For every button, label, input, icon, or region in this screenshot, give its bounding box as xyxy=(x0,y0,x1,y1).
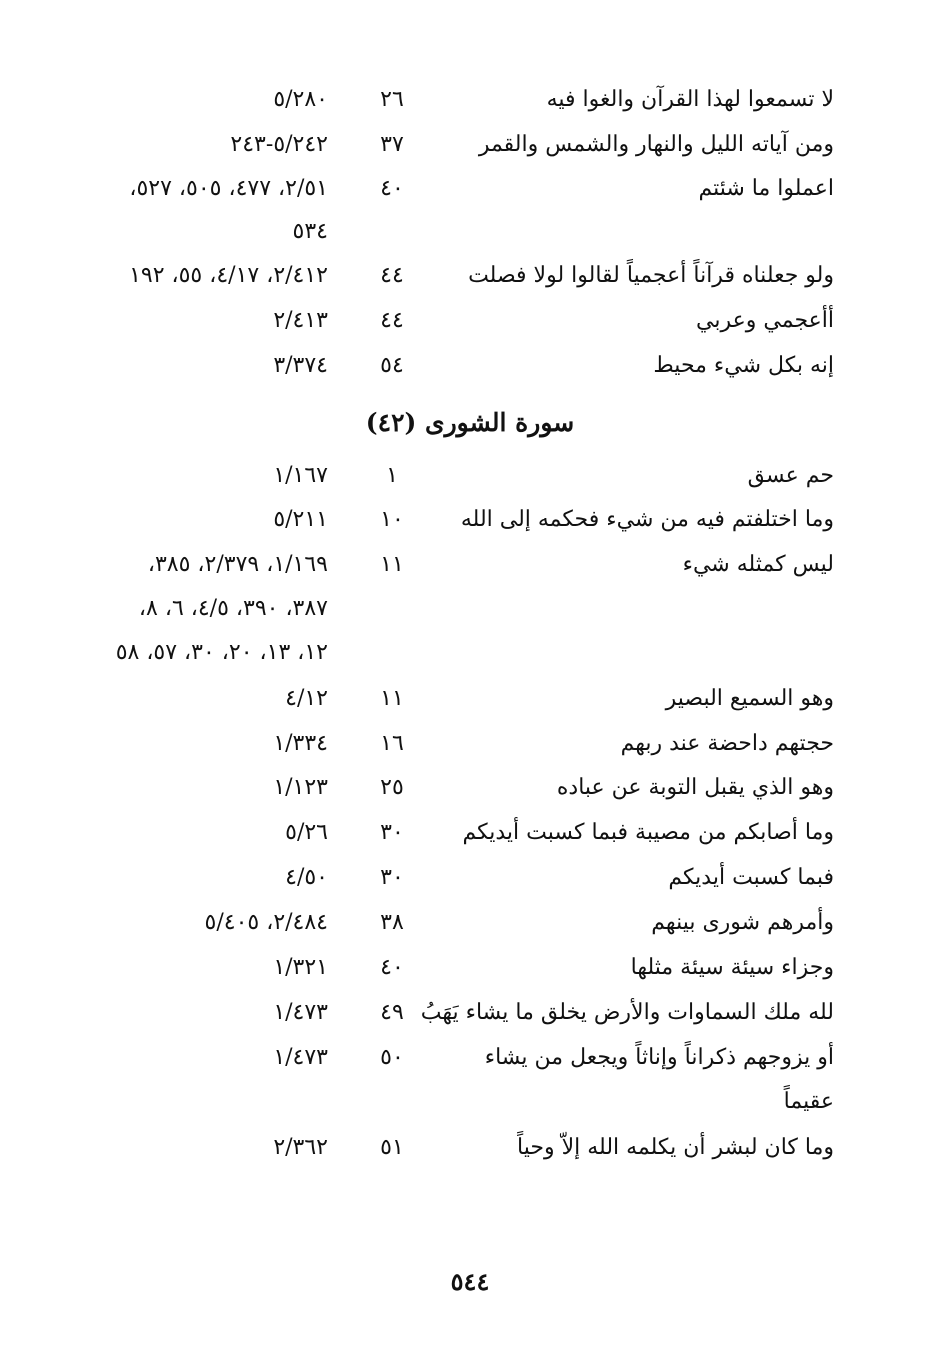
page-refs: ٢/٣٦٢ xyxy=(273,1135,328,1160)
ayah-number: ٤٤ xyxy=(380,308,404,333)
index-row-continuation xyxy=(0,633,940,673)
page-refs: ٥/٢١١ xyxy=(273,507,328,532)
index-row xyxy=(0,724,940,764)
ayah-number: ٢٦ xyxy=(380,87,404,112)
index-row xyxy=(0,813,940,853)
ayah-text: أأعجمي وعربي xyxy=(696,308,834,333)
ayah-text: وما كان لبشر أن يكلمه الله إلاّ وحياً xyxy=(517,1135,834,1160)
page-refs: ٢/٤١٣ xyxy=(273,308,328,333)
page-refs: ٥٣٤ xyxy=(292,219,328,244)
surah-heading: سورة الشورى (٤٢) xyxy=(365,408,575,437)
page-refs: ٥/٢٦ xyxy=(285,820,328,845)
ayah-text: اعملوا ما شئتم xyxy=(698,176,834,201)
index-row xyxy=(0,346,940,386)
index-row xyxy=(0,768,940,808)
index-row-continuation xyxy=(0,212,940,252)
ayah-text: فبما كسبت أيديكم xyxy=(668,865,834,890)
ayah-text: لا تسمعوا لهذا القرآن والغوا فيه xyxy=(546,87,834,112)
ayah-number: ٣٠ xyxy=(380,820,404,845)
ayah-text: ومن آياته الليل والنهار والشمس والقمر xyxy=(478,132,834,157)
page-refs: ٣٨٧، ٣٩٠، ٤/٥، ٦، ٨، xyxy=(138,596,328,621)
ayah-number: ٣٧ xyxy=(380,132,404,157)
ayah-text: لله ملك السماوات والأرض يخلق ما يشاء يَهَبُ xyxy=(420,1000,834,1025)
page-refs: ٢/٤١٢، ٤/١٧، ٥٥، ١٩٢ xyxy=(129,263,328,288)
page-refs: ١/١٦٧ xyxy=(273,463,328,488)
page-refs: ٢/٤٨٤، ٥/٤٠٥ xyxy=(204,910,328,935)
ayah-text-continuation: عقيماً xyxy=(783,1089,834,1114)
index-row xyxy=(0,858,940,898)
ayah-number: ٣٠ xyxy=(380,865,404,890)
ayah-number: ٤٠ xyxy=(380,955,404,980)
ayah-number: ١١ xyxy=(380,686,404,711)
ayah-number: ٢٥ xyxy=(380,775,404,800)
ayah-text: وهو السميع البصير xyxy=(665,686,834,711)
ayah-text: وأمرهم شورى بينهم xyxy=(651,910,834,935)
ayah-number: ٣٨ xyxy=(380,910,404,935)
page-refs: ٥/٢٤٢-٢٤٣ xyxy=(230,132,328,157)
index-row xyxy=(0,1128,940,1168)
ayah-number: ١٦ xyxy=(380,731,404,756)
ayah-text: أو يزوجهم ذكراناً وإناثاً ويجعل من يشاء xyxy=(484,1045,834,1070)
index-row xyxy=(0,1038,940,1078)
ayah-text: وما اختلفتم فيه من شيء فحكمه إلى الله xyxy=(460,507,834,532)
page-refs: ١/٤٧٣ xyxy=(273,1045,328,1070)
index-row xyxy=(0,679,940,719)
index-row xyxy=(0,948,940,988)
page-refs: ١/٣٢١ xyxy=(273,955,328,980)
ayah-number: ٤٤ xyxy=(380,263,404,288)
ayah-number: ٥٠ xyxy=(380,1045,404,1070)
ayah-text: وجزاء سيئة سيئة مثلها xyxy=(630,955,834,980)
index-row-continuation xyxy=(0,1082,940,1122)
page-refs: ١٢، ١٣، ٢٠، ٣٠، ٥٧، ٥٨ xyxy=(115,640,328,665)
ayah-text: إنه بكل شيء محيط xyxy=(653,353,834,378)
page-number: ٥٤٤ xyxy=(450,1267,490,1296)
index-row xyxy=(0,545,940,585)
index-row xyxy=(0,169,940,209)
ayah-number: ٥٤ xyxy=(380,353,404,378)
index-row xyxy=(0,456,940,496)
index-row xyxy=(0,125,940,165)
page-refs: ١/٤٧٣ xyxy=(273,1000,328,1025)
ayah-text: ليس كمثله شيء xyxy=(682,552,834,577)
ayah-text: حجتهم داحضة عند ربهم xyxy=(620,731,834,756)
index-row xyxy=(0,993,940,1033)
page-refs: ٤/١٢ xyxy=(285,686,328,711)
ayah-number: ١١ xyxy=(380,552,404,577)
page-refs: ٤/٥٠ xyxy=(285,865,328,890)
index-row xyxy=(0,903,940,943)
ayah-number: ١ xyxy=(386,463,398,488)
page-refs: ١/١٦٩، ٢/٣٧٩، ٣٨٥، xyxy=(147,552,328,577)
index-row xyxy=(0,500,940,540)
ayah-number: ٤٩ xyxy=(380,1000,404,1025)
page-refs: ٥/٢٨٠ xyxy=(273,87,328,112)
page-refs: ١/١٢٣ xyxy=(273,775,328,800)
ayah-text: وهو الذي يقبل التوبة عن عباده xyxy=(556,775,834,800)
index-row xyxy=(0,80,940,120)
ayah-text: وما أصابكم من مصيبة فبما كسبت أيديكم xyxy=(462,820,834,845)
ayah-number: ٤٠ xyxy=(380,176,404,201)
page-refs: ٣/٣٧٤ xyxy=(273,353,328,378)
ayah-number: ٥١ xyxy=(380,1135,404,1160)
index-row xyxy=(0,301,940,341)
index-row-continuation xyxy=(0,589,940,629)
page-refs: ١/٣٣٤ xyxy=(273,731,328,756)
ayah-text: حم عسق xyxy=(747,463,834,488)
ayah-number: ١٠ xyxy=(380,507,404,532)
page-refs: ٢/٥١، ٤٧٧، ٥٠٥، ٥٢٧، xyxy=(129,176,328,201)
ayah-text: ولو جعلناه قرآناً أعجمياً لقالوا لولا فصلت xyxy=(468,263,834,288)
index-row xyxy=(0,256,940,296)
